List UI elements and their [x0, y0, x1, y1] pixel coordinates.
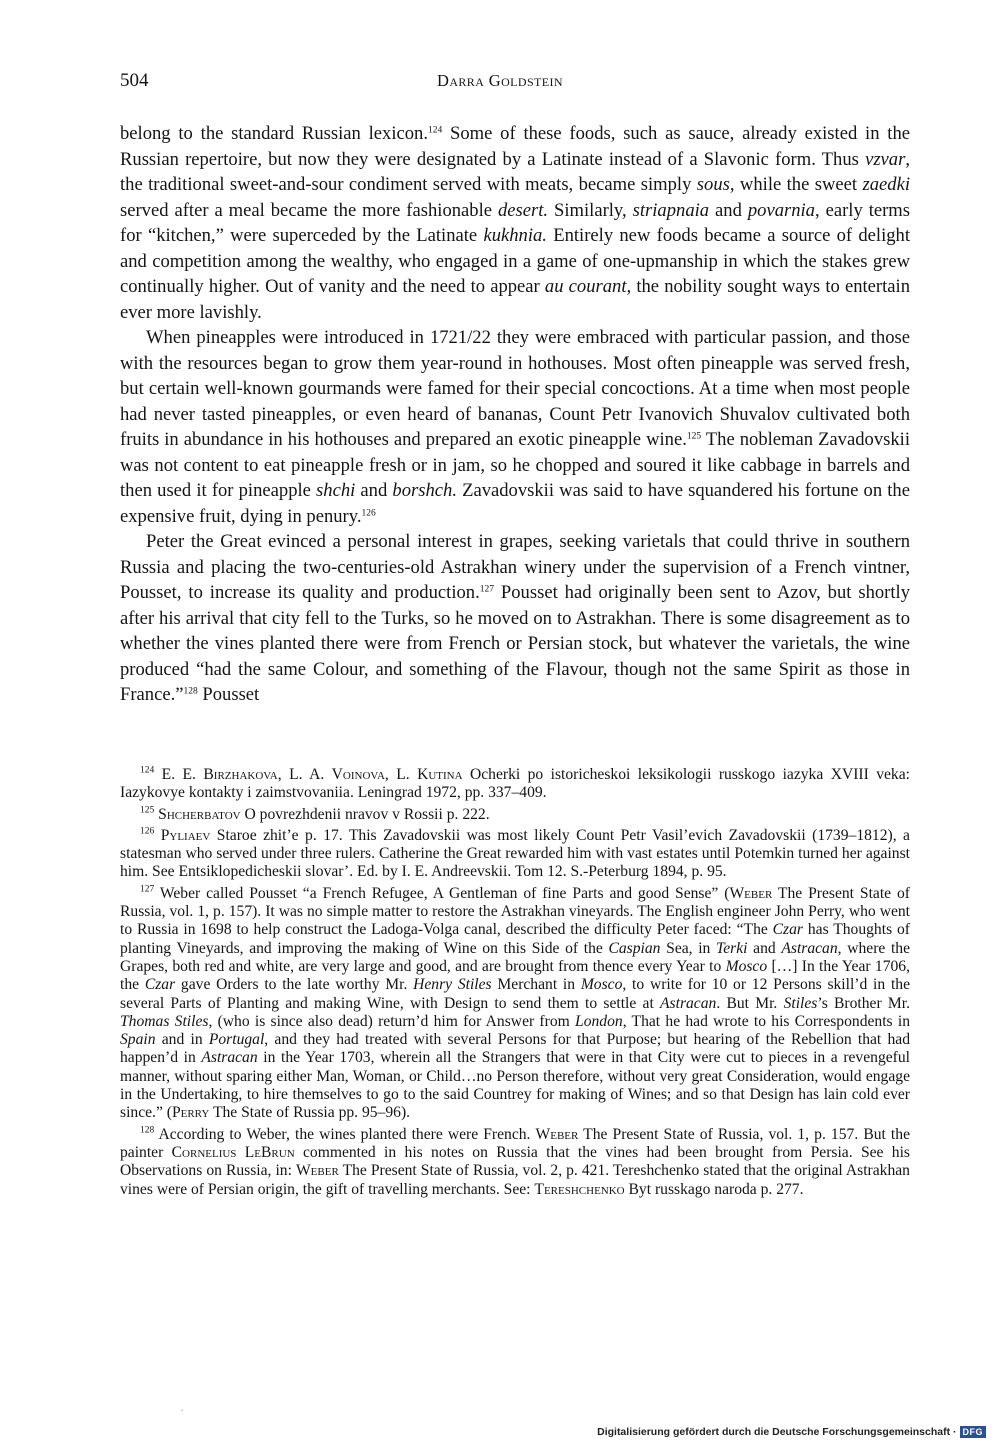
footnote-127 [120, 885, 910, 1123]
text: Pousset had originally been sent to Azov, but shortly after his arrival that city fell to the Turks, so he moved on to Astrakhan. There is some disagreement as to whether the vines planted there were from French or Persian stock, but whatever the varietals, the wine produced “had the same Colour, and something of the Flavour, though not the same Spirit as those in France.” [120, 582, 910, 705]
author-name: Voinova [331, 766, 385, 783]
italic-term: povarnia [747, 199, 815, 221]
running-head: Darra Goldstein [437, 71, 563, 90]
author-name: Tereshchenko [534, 1180, 625, 1198]
italic-term: Caspian [608, 939, 661, 957]
italic-term: Portugal [208, 1031, 265, 1049]
text: gave Orders to the late worthy Mr. [175, 976, 414, 994]
text: Byt russkago naroda p. 277. [624, 1180, 804, 1198]
footnote-number: 124 [140, 765, 155, 776]
text: , L. [384, 766, 418, 783]
italic-term: shchi [316, 480, 356, 501]
italic-term: Spain [120, 1031, 156, 1049]
text: has Thoughts of planting Vineyards, and improving the making of Wine on this Side of the [120, 921, 910, 957]
text: Some of these foods, such as sauce, already existed in the Russian repertoire, but now they were designated by a Latinate instead of a Slavonic form. Thus [120, 123, 910, 170]
text: , That he had wrote to his Correspondents in [622, 1012, 910, 1030]
italic-term: desert. [497, 199, 549, 221]
italic-term: Astracan [660, 994, 717, 1012]
footnote-number: 128 [140, 1125, 155, 1135]
text: , early terms for “kitchen,” were superceded by the Latinate [120, 199, 910, 246]
author-name: Perry [171, 1104, 210, 1122]
italic-term: London [575, 1012, 623, 1030]
italic-term: Czar [144, 976, 176, 994]
footnote-128 [120, 1126, 910, 1199]
paragraph [120, 121, 910, 325]
text: and [747, 939, 782, 957]
text: ’s Brother Mr. [817, 994, 910, 1012]
text: and [355, 480, 393, 501]
italic-term: striapnaia [632, 199, 710, 221]
footnote-124 [120, 766, 910, 803]
text: […] In the Year 1706, the [120, 957, 910, 994]
footnote-125 [120, 806, 910, 824]
author-name: Weber [729, 884, 773, 902]
text: the nobility sought ways to entertain ever more lavishly. [120, 276, 910, 323]
text: Ocherki po istoricheskoi leksikologii russkogo iazyka XVIII veka: Iazykovye kontakty i zaimstvovaniia. Leningrad 1972, pp. 337–409. [120, 766, 910, 802]
footnote-number: 127 [140, 884, 155, 895]
italic-term: Czar [772, 921, 803, 939]
text: Weber called Pousset “a French Refugee, A Gentleman of fine Parts and good Sense” ( [154, 884, 730, 902]
text: According to Weber, the wines planted there were French. [154, 1125, 536, 1143]
text: E. E. [154, 766, 204, 783]
italic-term: au courant, [544, 276, 632, 297]
author-name: Kutina [417, 766, 463, 783]
text: O povrezhdenii nravov v Rossii p. 222. [240, 805, 490, 823]
text: Similarly, [548, 199, 633, 221]
footnotes [120, 766, 910, 1202]
italic-term: vzvar [865, 148, 906, 170]
author-name: Weber [295, 1162, 339, 1180]
text: Sea, in [660, 939, 717, 957]
text: , the traditional sweet-and-sour condiment served with meats, became simply [120, 148, 910, 195]
text: belong to the standard Russian lexicon. [120, 123, 428, 144]
text: The nobleman Zavadovskii was not content to eat pineapple fresh or in jam, so he chopped and soured it like cabbage in barrels and then used it for pineapple [120, 429, 910, 501]
text: Peter the Great evinced a personal interest in grapes, seeking varietals that could thrive in southern Russia and placing the two-centuries-old Astrakhan winery under the supervision of a French vintner, Pousset, to increase its quality and production. [120, 531, 910, 603]
italic-term: kukhnia. [483, 225, 547, 246]
footnote-126 [120, 827, 910, 882]
footnote-ref[interactable]: 126 [361, 507, 376, 518]
footnote-number: 126 [140, 826, 155, 837]
text: , (who is since also dead) return’d him for Answer from [208, 1012, 576, 1030]
text: When pineapples were introduced in 1721/22 they were embraced with particular passion, and those with the resources began to grow them year-round in hothouses. Most often pineapple was served fresh, but certain well-known gourmands were famed for their special concoctions. At a time when most people had never tasted pineapples, or even heard of bananas, Count Petr Ivanovich Shuvalov cultivated both fruits in abundance in his hothouses and prepared an exotic pineapple wine. [120, 327, 910, 450]
text: in the Year 1703, wherein all the Strangers that were in that City were cut to pieces in a revengeful manner, without sparing either Man, Woman, or Child…no Person therefore, without very great Consideration, would engage in the Undertaking, to hire themselves to go to the said Countrey for making of Wines; and so that Design has lain cold ever since.” ( [120, 1049, 910, 1122]
text: , while the sweet [729, 174, 863, 195]
italic-term: Mosco [580, 976, 623, 994]
footnote-ref[interactable]: 127 [479, 584, 494, 595]
text: and in [155, 1031, 209, 1049]
text: commented in his notes on Russia that the vines had been brought from Persia. See his Observations on Russia, in: [120, 1143, 911, 1180]
text: , where the Grapes, both red and white, are very large and good, and are brought from thence every Year to [120, 939, 911, 975]
body-text [120, 121, 910, 708]
text: and [709, 199, 748, 221]
text: Entirely new foods became a source of delight and competition among the wealthy, who engaged in a game of one-upmanship in which the stakes grew continually higher. Out of vanity and the need to appear [120, 225, 910, 297]
credit-text: Digitalisierung gefördert durch die Deutsche Forschungsgemeinschaft · [597, 1426, 957, 1438]
footnote-ref[interactable]: 125 [686, 431, 702, 442]
text: The State of Russia pp. 95–96). [209, 1104, 411, 1122]
dfg-logo: DFG [960, 1426, 987, 1438]
italic-term: Mosco [725, 957, 768, 975]
text: , and they had treated with several Persons for that Purpose; but hearing of the Rebellion that had happen’d in [120, 1031, 911, 1067]
italic-term: borshch. [392, 480, 457, 501]
text: served after a meal became the more fashionable [120, 199, 498, 221]
scan-mark: · [180, 1403, 184, 1417]
paragraph [120, 529, 910, 708]
author-name: Pyliaev [160, 826, 211, 844]
footnote-ref[interactable]: 128 [183, 686, 198, 697]
italic-term: sous [696, 174, 730, 195]
text: Pousset [197, 684, 260, 705]
text: Merchant in [491, 976, 581, 994]
italic-term: Terki [716, 939, 748, 957]
author-name: Shcherbatov [158, 805, 241, 823]
italic-term: Stiles [783, 994, 818, 1012]
text: , to write for 10 or 12 Persons skill’d in the several Parts of Planting and making Wine, with Design to send them to settle at [120, 976, 911, 1012]
footnote-ref[interactable]: 124 [427, 125, 443, 136]
author-name: Birzhakova [203, 766, 278, 783]
page-number: 504 [120, 70, 149, 91]
text: Staroe zhit’e p. 17. This Zavadovskii was most likely Count Petr Vasil’evich Zavadovskii (1739–1812), a statesman who served under three rulers. Catherine the Great rewarded him with vast estates until Potemkin turned her against him. See Entsiklopedicheskii slovar’. Ed. by I. E. Andreevskii. Tom 12. S.-Peterburg 1894, p. 95. [120, 826, 910, 881]
author-name: Weber [535, 1125, 579, 1143]
italic-term: Thomas Stiles [120, 1012, 209, 1030]
paragraph [120, 325, 910, 529]
text: Zavadovskii was said to have squandered his fortune on the expensive fruit, dying in penury. [120, 480, 910, 527]
text: , L. A. [277, 766, 332, 783]
author-name: Cornelius LeBrun [171, 1143, 295, 1161]
italic-term: zaedki [862, 174, 910, 195]
italic-term: Astracan [781, 939, 838, 957]
digitization-credit [597, 1426, 986, 1438]
text: The Present State of Russia, vol. 1, p. 157. But the painter [120, 1125, 910, 1161]
text: The Present State of Russia, vol. 2, p. 421. Tereshchenko stated that the original Astrakhan vines were of Persian origin, the gift of travelling merchants. See: [120, 1162, 910, 1198]
text: . But Mr. [716, 994, 784, 1012]
italic-term: Astracan [201, 1049, 258, 1067]
footnote-number: 125 [140, 804, 155, 815]
italic-term: Henry Stiles [413, 976, 492, 994]
text: The Present State of Russia, vol. 1, p. 157). It was no simple matter to restore the Astrakhan vineyards. The English engineer John Perry, who went to Russia in 1698 to help construct the Ladoga-Volga canal, described the difficulty Peter faced: “The [120, 884, 910, 939]
